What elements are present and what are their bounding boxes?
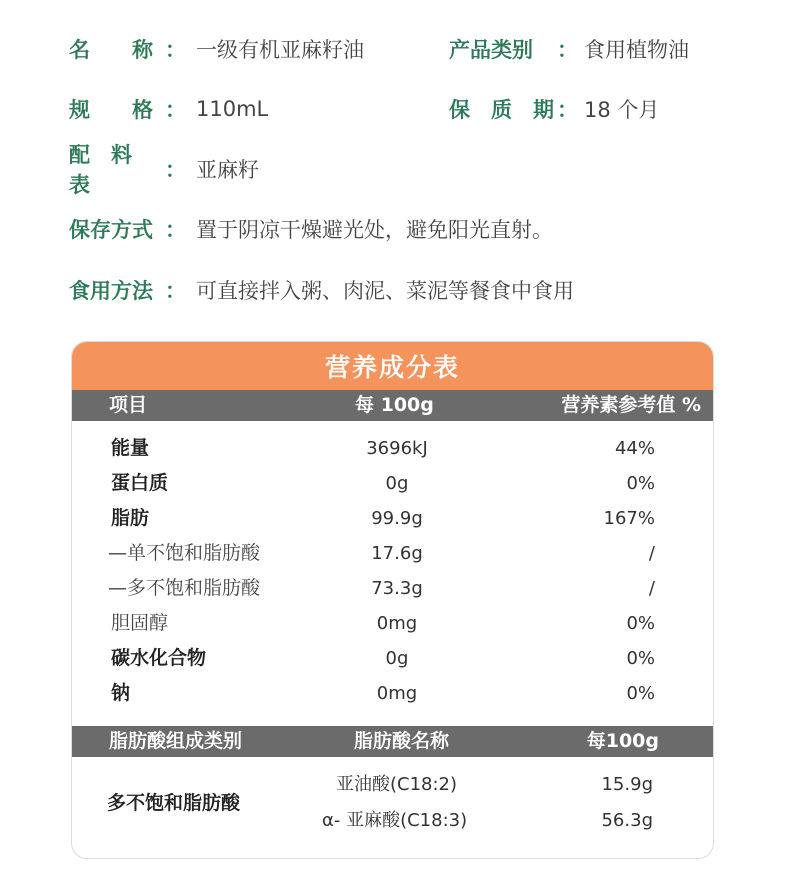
- info-category-row: [449, 32, 689, 66]
- info-shelf-life-row: [449, 92, 659, 126]
- nutrition-row: [72, 536, 713, 571]
- nutrition-title: 营养成分表: [72, 342, 713, 390]
- nutrient-amount: 17.6g: [371, 543, 423, 564]
- fatty-acid-name: α- 亚麻酸(C18:3): [322, 810, 468, 831]
- fatty-acid-amount: 56.3g: [601, 810, 653, 831]
- info-spec-colon: ：: [165, 98, 186, 122]
- nutrient-nrv: 0%: [626, 683, 655, 704]
- info-ingredients-value: 亚麻籽: [196, 158, 259, 182]
- nutrition-row: [72, 676, 713, 711]
- nutrient-amount: 99.9g: [371, 508, 423, 529]
- nutrient-nrv: /: [648, 543, 655, 564]
- header-per100: 每 100g: [355, 394, 434, 416]
- header-item: 项目: [109, 394, 148, 416]
- nutrition-row: [72, 606, 713, 641]
- nutrient-amount: 0g: [385, 473, 409, 494]
- nutrient-nrv: 0%: [626, 613, 655, 634]
- nutrient-name: 碳水化合物: [111, 647, 207, 669]
- info-name-label: 名 称: [69, 38, 153, 62]
- info-shelf-life-label: 保 质 期: [449, 98, 554, 122]
- info-storage-colon: ：: [165, 218, 186, 242]
- nutrition-row: [72, 466, 713, 501]
- nutrition-row: [72, 501, 713, 536]
- nutrient-name: 能量: [111, 437, 150, 459]
- nutrition-card: [71, 341, 714, 859]
- info-name-row: [69, 32, 364, 66]
- nutrient-name: 蛋白质: [111, 472, 169, 494]
- info-ingredients-row: [69, 143, 259, 197]
- fatty-acid-category: 多不饱和脂肪酸: [107, 792, 241, 814]
- info-category-value: 食用植物油: [584, 38, 689, 62]
- fatty-acid-row: [72, 805, 713, 837]
- nutrient-nrv: 44%: [614, 438, 655, 459]
- info-name-value: 一级有机亚麻籽油: [196, 38, 364, 62]
- info-storage-label: 保存方式: [69, 218, 153, 242]
- info-usage-colon: ：: [165, 279, 186, 303]
- info-name-colon: ：: [165, 38, 186, 62]
- header-acid-per100: 每100g: [586, 730, 659, 752]
- nutrition-header: [72, 390, 713, 421]
- info-ingredients-colon: ：: [165, 158, 186, 182]
- nutrition-row: [72, 431, 713, 466]
- info-category-label: 产品类别: [449, 38, 533, 62]
- header-category: 脂肪酸组成类别: [109, 730, 243, 752]
- fatty-acid-name: 亚油酸(C18:2): [336, 774, 458, 795]
- header-nrv: 营养素参考值 %: [561, 394, 701, 416]
- nutrient-amount: 73.3g: [371, 578, 423, 599]
- info-spec-label: 规 格: [69, 98, 153, 122]
- fatty-acid-header: [72, 726, 713, 757]
- info-storage-value: 置于阴凉干燥避光处，避免阳光直射。: [196, 218, 553, 242]
- info-storage-row: [69, 212, 553, 246]
- nutrient-nrv: 167%: [603, 508, 655, 529]
- nutrient-name: 胆固醇: [111, 612, 169, 634]
- nutrient-name: 钠: [111, 682, 131, 704]
- info-ingredients-label: 配 料 表: [69, 143, 153, 197]
- info-shelf-life-colon: ：: [557, 98, 578, 122]
- nutrient-amount: 0mg: [376, 613, 418, 634]
- header-acid-name: 脂肪酸名称: [354, 730, 450, 752]
- nutrient-nrv: 0%: [626, 648, 655, 669]
- info-spec-row: [69, 92, 268, 126]
- info-category-colon: ：: [557, 38, 578, 62]
- nutrition-row: [72, 641, 713, 676]
- info-usage-value: 可直接拌入粥、肉泥、菜泥等餐食中食用: [196, 279, 574, 303]
- nutrient-amount: 0g: [385, 648, 409, 669]
- fatty-acid-row: [72, 769, 713, 801]
- info-spec-value: 110mL: [196, 97, 269, 121]
- nutrient-name: —单不饱和脂肪酸: [108, 542, 261, 564]
- info-shelf-life-value: 18 个月: [584, 98, 660, 122]
- nutrition-row: [72, 571, 713, 606]
- nutrient-amount: 3696kJ: [366, 438, 428, 459]
- info-usage-label: 食用方法: [69, 279, 153, 303]
- nutrient-nrv: /: [648, 578, 655, 599]
- info-usage-row: [69, 273, 574, 307]
- nutrient-nrv: 0%: [626, 473, 655, 494]
- nutrient-amount: 0mg: [376, 683, 418, 704]
- nutrient-name: —多不饱和脂肪酸: [108, 577, 261, 599]
- nutrient-name: 脂肪: [111, 507, 150, 529]
- fatty-acid-amount: 15.9g: [601, 774, 653, 795]
